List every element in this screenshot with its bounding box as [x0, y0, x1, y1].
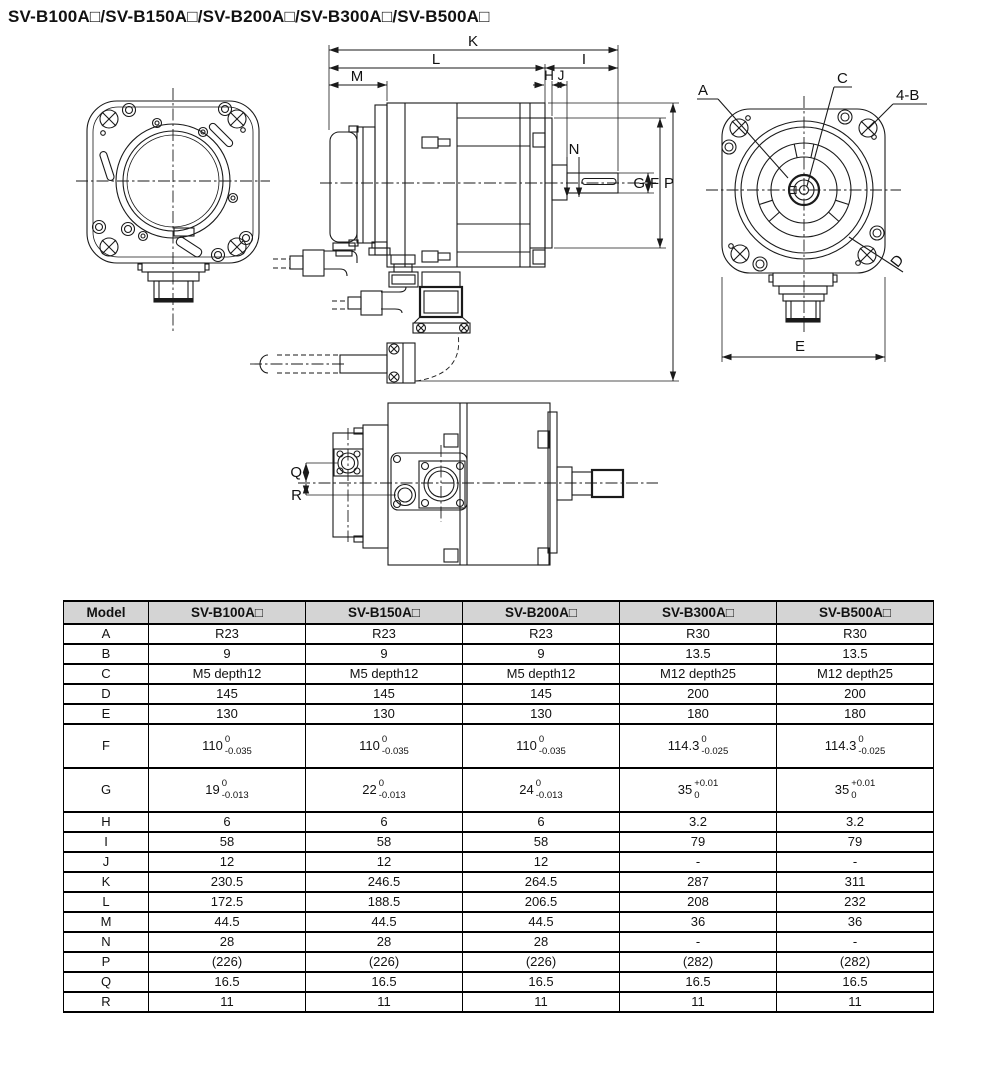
dim-value-cell: 44.5	[463, 912, 620, 932]
callout-C: C	[837, 70, 848, 87]
table-row	[64, 872, 934, 892]
rear-view	[76, 88, 270, 332]
table-row	[64, 832, 934, 852]
dim-value-cell: 16.5	[306, 972, 463, 992]
model-header: SV-B200A□	[463, 601, 620, 624]
model-header: SV-B500A□	[777, 601, 934, 624]
dim-letter: A	[64, 624, 149, 644]
dim-letter: Q	[64, 972, 149, 992]
dim-value-cell: 110 0 -0.035	[306, 724, 463, 768]
dim-letter: R	[64, 992, 149, 1012]
table-row	[64, 972, 934, 992]
dim-value-cell: 208	[620, 892, 777, 912]
dim-F: F	[650, 175, 660, 192]
dim-value-cell: 28	[463, 932, 620, 952]
table-row	[64, 644, 934, 664]
dim-letter: I	[64, 832, 149, 852]
dim-value-cell: 6	[306, 812, 463, 832]
top-motor-body	[333, 403, 623, 565]
dim-value-cell: -	[620, 932, 777, 952]
table-row	[64, 852, 934, 872]
dim-value-cell: 79	[777, 832, 934, 852]
dim-letter: B	[64, 644, 149, 664]
cable	[340, 355, 387, 373]
table-header	[64, 601, 934, 624]
dim-G: G	[633, 175, 645, 192]
dim-letter: E	[64, 704, 149, 724]
table-row	[64, 992, 934, 1012]
table-row	[64, 724, 934, 768]
dimension-table-wrap	[63, 600, 934, 1013]
dim-M: M	[350, 68, 364, 85]
dim-value-cell: (226)	[463, 952, 620, 972]
dim-value-cell: R23	[149, 624, 306, 644]
dim-value-cell: 16.5	[620, 972, 777, 992]
dim-value-cell: 145	[463, 684, 620, 704]
dim-value-cell: 188.5	[306, 892, 463, 912]
dim-L: L	[431, 51, 441, 68]
dim-value-cell: 200	[620, 684, 777, 704]
table-row	[64, 952, 934, 972]
dim-value-cell: 9	[306, 644, 463, 664]
side-view	[250, 33, 679, 383]
dim-value-cell: M5 depth12	[149, 664, 306, 684]
dim-value-cell: (226)	[149, 952, 306, 972]
table-row	[64, 624, 934, 644]
dim-value-cell: 9	[463, 644, 620, 664]
dim-value-cell: 145	[149, 684, 306, 704]
model-header: SV-B300A□	[620, 601, 777, 624]
dim-value-cell: 16.5	[777, 972, 934, 992]
dim-value-cell: 172.5	[149, 892, 306, 912]
dim-value-cell: 114.3 0 -0.025	[777, 724, 934, 768]
dim-value-cell: 19 0 -0.013	[149, 768, 306, 812]
flange-connector	[769, 273, 837, 322]
dim-letter: P	[64, 952, 149, 972]
dim-value-cell: 180	[620, 704, 777, 724]
dim-value-cell: 3.2	[777, 812, 934, 832]
dim-value-cell: 22 0 -0.013	[306, 768, 463, 812]
dim-J: J	[557, 68, 565, 83]
table-body	[64, 624, 934, 1012]
dim-value-cell: 12	[306, 852, 463, 872]
table-row	[64, 704, 934, 724]
dim-value-cell: R30	[777, 624, 934, 644]
dim-value-cell: 24 0 -0.013	[463, 768, 620, 812]
dim-value-cell: 6	[463, 812, 620, 832]
dim-Q: Q	[290, 464, 302, 481]
shaft-boss	[552, 165, 567, 200]
dim-letter: G	[64, 768, 149, 812]
dim-value-cell: 44.5	[149, 912, 306, 932]
table-row	[64, 684, 934, 704]
table-row	[64, 912, 934, 932]
dim-value-cell: 230.5	[149, 872, 306, 892]
dim-value-cell: 58	[149, 832, 306, 852]
dim-value-cell: -	[777, 852, 934, 872]
dim-value-cell: 200	[777, 684, 934, 704]
dim-value-cell: 12	[463, 852, 620, 872]
dim-I: I	[581, 51, 587, 68]
flange-hole-marks	[722, 110, 884, 271]
dim-value-cell: 36	[777, 912, 934, 932]
dim-value-cell: 110 0 -0.035	[149, 724, 306, 768]
flange-view	[697, 70, 927, 362]
model-header: SV-B100A□	[149, 601, 306, 624]
dim-value-cell: 232	[777, 892, 934, 912]
dim-value-cell: 28	[306, 932, 463, 952]
side-dimensions	[329, 33, 679, 381]
dim-value-cell: M5 depth12	[463, 664, 620, 684]
dim-letter: H	[64, 812, 149, 832]
dim-value-cell: 110 0 -0.035	[463, 724, 620, 768]
dim-value-cell: (282)	[777, 952, 934, 972]
table-row	[64, 664, 934, 684]
dim-value-cell: 287	[620, 872, 777, 892]
dim-value-cell: 13.5	[620, 644, 777, 664]
table-row	[64, 932, 934, 952]
callout-A: A	[698, 82, 709, 99]
dim-value-cell: 11	[306, 992, 463, 1012]
flange-callouts	[697, 70, 927, 272]
dim-value-cell: 12	[149, 852, 306, 872]
dim-value-cell: (226)	[306, 952, 463, 972]
dim-value-cell: 311	[777, 872, 934, 892]
dim-value-cell: 35 +0.01 0	[620, 768, 777, 812]
dim-letter: M	[64, 912, 149, 932]
dim-value-cell: 3.2	[620, 812, 777, 832]
dim-value-cell: (282)	[620, 952, 777, 972]
top-dimensions	[290, 463, 396, 504]
dim-value-cell: 16.5	[463, 972, 620, 992]
dim-value-cell: 35 +0.01 0	[777, 768, 934, 812]
dim-value-cell: 11	[149, 992, 306, 1012]
dim-value-cell: R30	[620, 624, 777, 644]
dim-value-cell: -	[777, 932, 934, 952]
dim-value-cell: 13.5	[777, 644, 934, 664]
dim-value-cell: 246.5	[306, 872, 463, 892]
dim-letter: K	[64, 872, 149, 892]
dim-H: H	[544, 68, 554, 83]
dim-value-cell: 28	[149, 932, 306, 952]
dim-value-cell: 130	[149, 704, 306, 724]
dim-letter: D	[64, 684, 149, 704]
vent-slot	[99, 151, 115, 182]
dim-value-cell: 16.5	[149, 972, 306, 992]
dim-value-cell: 11	[777, 992, 934, 1012]
dim-value-cell: 11	[463, 992, 620, 1012]
dim-value-cell: M12 depth25	[620, 664, 777, 684]
dim-value-cell: 180	[777, 704, 934, 724]
dim-value-cell: 58	[463, 832, 620, 852]
dim-letter: L	[64, 892, 149, 912]
dim-value-cell: 58	[306, 832, 463, 852]
dim-P: P	[664, 175, 675, 192]
dim-value-cell: 114.3 0 -0.025	[620, 724, 777, 768]
side-motor-body	[320, 103, 656, 267]
dim-letter: N	[64, 932, 149, 952]
rear-connector	[138, 263, 209, 302]
dim-value-cell: -	[620, 852, 777, 872]
dim-value-cell: 9	[149, 644, 306, 664]
model-column-header: Model	[64, 601, 149, 624]
dim-value-cell: R23	[463, 624, 620, 644]
page-title: SV-B100A□/SV-B150A□/SV-B200A□/SV-B300A□/SV-B500A□	[8, 7, 490, 26]
dim-value-cell: 206.5	[463, 892, 620, 912]
dim-value-cell: R23	[306, 624, 463, 644]
dim-E: E	[794, 338, 806, 355]
dim-letter: F	[64, 724, 149, 768]
dim-value-cell: 36	[620, 912, 777, 932]
top-view	[290, 403, 658, 565]
table-row	[64, 812, 934, 832]
dim-value-cell: 44.5	[306, 912, 463, 932]
side-connectors	[250, 242, 470, 383]
model-header: SV-B150A□	[306, 601, 463, 624]
dimension-table	[63, 600, 934, 1013]
dim-value-cell: 79	[620, 832, 777, 852]
top-connectors	[334, 449, 467, 510]
dim-value-cell: 130	[306, 704, 463, 724]
table-row	[64, 892, 934, 912]
dim-K: K	[467, 33, 479, 50]
dim-value-cell: M12 depth25	[777, 664, 934, 684]
dim-value-cell: 130	[463, 704, 620, 724]
dim-value-cell: 6	[149, 812, 306, 832]
callout-D: D	[887, 251, 908, 271]
keyway	[582, 179, 616, 185]
callout-4B: 4-B	[896, 87, 920, 104]
dim-letter: J	[64, 852, 149, 872]
dim-value-cell: 145	[306, 684, 463, 704]
dim-R: R	[291, 487, 302, 504]
dim-letter: C	[64, 664, 149, 684]
dim-value-cell: 264.5	[463, 872, 620, 892]
dim-value-cell: M5 depth12	[306, 664, 463, 684]
dim-value-cell: 11	[620, 992, 777, 1012]
table-row	[64, 768, 934, 812]
dim-N: N	[568, 141, 580, 158]
